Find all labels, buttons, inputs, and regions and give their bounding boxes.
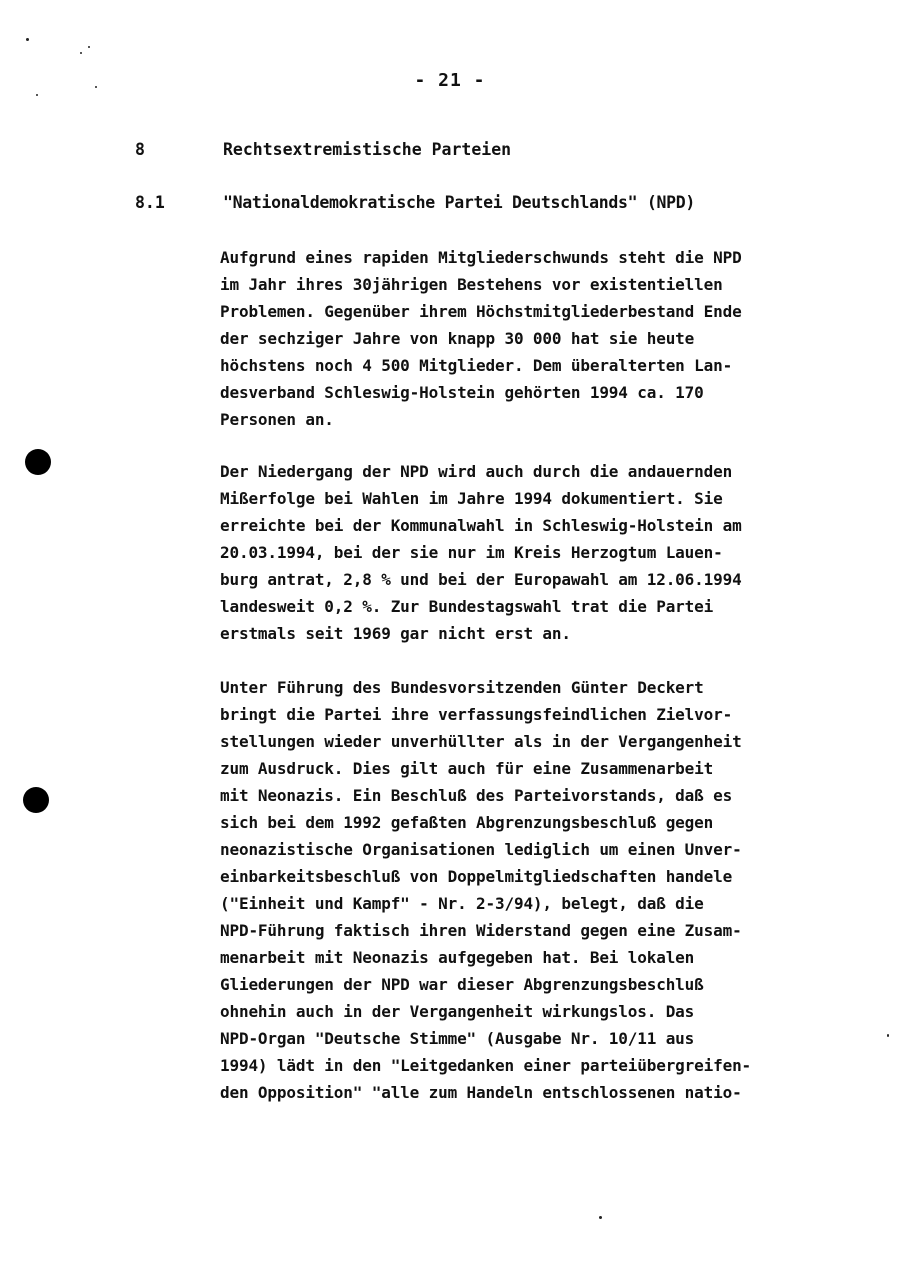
text-line: erreichte bei der Kommunalwahl in Schleswig-Holstein am xyxy=(220,516,742,535)
text-line: stellungen wieder unverhüllter als in der Vergangenheit xyxy=(220,732,742,751)
text-line: erstmals seit 1969 gar nicht erst an. xyxy=(220,624,571,643)
text-line: Personen an. xyxy=(220,410,334,429)
text-line: Problemen. Gegenüber ihrem Höchstmitgliederbestand Ende xyxy=(220,302,742,321)
scan-speck xyxy=(80,52,82,54)
text-line: Aufgrund eines rapiden Mitgliederschwunds steht die NPD xyxy=(220,248,742,267)
text-line: bringt die Partei ihre verfassungsfeindlichen Zielvor- xyxy=(220,705,733,724)
paragraph-membership-decline xyxy=(220,244,840,433)
page-number: - 21 - xyxy=(414,70,486,91)
scan-speck xyxy=(26,38,29,41)
text-line: im Jahr ihres 30jährigen Bestehens vor existentiellen xyxy=(220,275,723,294)
text-line: zum Ausdruck. Dies gilt auch für eine Zusammenarbeit xyxy=(220,759,714,778)
text-line: NPD-Organ "Deutsche Stimme" (Ausgabe Nr. 10/11 aus xyxy=(220,1029,695,1048)
text-line: Der Niedergang der NPD wird auch durch die andauernden xyxy=(220,462,733,481)
scan-speck xyxy=(88,46,90,48)
text-line: Mißerfolge bei Wahlen im Jahre 1994 dokumentiert. Sie xyxy=(220,489,723,508)
text-line: der sechziger Jahre von knapp 30 000 hat sie heute xyxy=(220,329,695,348)
text-line: NPD-Führung faktisch ihren Widerstand gegen eine Zusam- xyxy=(220,921,742,940)
text-line: einbarkeitsbeschluß von Doppelmitgliedschaften handele xyxy=(220,867,733,886)
text-line: desverband Schleswig-Holstein gehörten 1994 ca. 170 xyxy=(220,383,704,402)
paragraph-election-results xyxy=(220,458,840,647)
paragraph-leadership-neonazis xyxy=(220,674,840,1106)
text-line: sich bei dem 1992 gefaßten Abgrenzungsbeschluß gegen xyxy=(220,813,714,832)
text-line: ohnehin auch in der Vergangenheit wirkungslos. Das xyxy=(220,1002,695,1021)
section-number: 8 xyxy=(135,140,145,159)
subsection-number: 8.1 xyxy=(135,193,165,212)
punch-hole-icon xyxy=(25,449,51,475)
scan-speck xyxy=(36,94,38,96)
section-title: Rechtsextremistische Parteien xyxy=(223,140,512,159)
text-line: 1994) lädt in den "Leitgedanken einer parteiübergreifen- xyxy=(220,1056,752,1075)
text-line: 20.03.1994, bei der sie nur im Kreis Herzogtum Lauen- xyxy=(220,543,723,562)
text-line: landesweit 0,2 %. Zur Bundestagswahl trat die Partei xyxy=(220,597,714,616)
text-line: neonazistische Organisationen lediglich um einen Unver- xyxy=(220,840,742,859)
scan-speck xyxy=(599,1216,602,1219)
scan-speck xyxy=(95,86,97,88)
scan-speck xyxy=(887,1034,889,1037)
text-line: mit Neonazis. Ein Beschluß des Parteivorstands, daß es xyxy=(220,786,733,805)
subsection-title: "Nationaldemokratische Partei Deutschlands" (NPD) xyxy=(223,193,696,212)
text-line: höchstens noch 4 500 Mitglieder. Dem überalterten Lan- xyxy=(220,356,733,375)
text-line: ("Einheit und Kampf" - Nr. 2-3/94), belegt, daß die xyxy=(220,894,704,913)
text-line: Gliederungen der NPD war dieser Abgrenzungsbeschluß xyxy=(220,975,704,994)
text-line: menarbeit mit Neonazis aufgegeben hat. Bei lokalen xyxy=(220,948,695,967)
text-line: den Opposition" "alle zum Handeln entschlossenen natio- xyxy=(220,1083,742,1102)
text-line: burg antrat, 2,8 % und bei der Europawahl am 12.06.1994 xyxy=(220,570,742,589)
punch-hole-icon xyxy=(23,787,49,813)
text-line: Unter Führung des Bundesvorsitzenden Günter Deckert xyxy=(220,678,704,697)
